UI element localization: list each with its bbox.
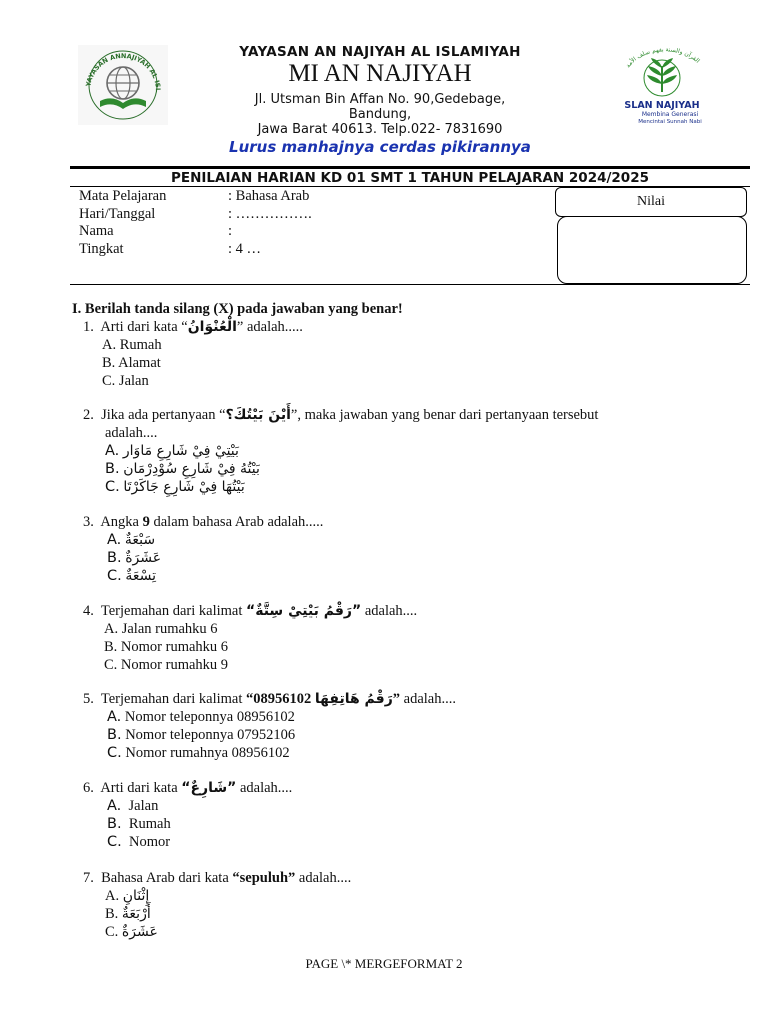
question-2 [83, 406, 598, 424]
q2-option-b[interactable] [105, 460, 260, 478]
question-number: 6. [83, 780, 94, 796]
score-label-box: Nilai [555, 187, 747, 217]
school-logo-arc-text: القرآن والسنة بفهم سلف الأمة [624, 48, 701, 70]
question-text-end: dalam bahasa Arab adalah..... [149, 514, 324, 530]
q2-option-c[interactable] [105, 478, 245, 496]
question-text: Terjemahan dari kalimat [100, 691, 247, 707]
info-label-name: Nama [79, 223, 114, 239]
question-text-end: adalah.... [400, 691, 456, 707]
school-name: MI AN NAJIYAH [288, 60, 472, 87]
option-arabic: إِثْنَانِ [122, 888, 150, 904]
arabic-term: رَقْمُ هَاتِفِهَا [314, 691, 393, 707]
question-bold: “sepuluh” [232, 870, 296, 886]
question-text: Arti dari kata [100, 780, 182, 796]
school-address [170, 92, 590, 137]
option-letter: C. [107, 745, 122, 761]
arabic-term: “شَارِعٌ” [181, 780, 237, 796]
page-footer: PAGE \* MERGEFORMAT 2 [305, 956, 463, 971]
option-letter: A. [107, 532, 122, 548]
question-4 [83, 602, 417, 620]
q5-option-c[interactable] [107, 744, 290, 762]
question-number: 2. [83, 407, 94, 423]
question-text: Bahasa Arab dari kata [101, 870, 233, 886]
option-letter: C. [105, 924, 119, 940]
option-text: Nomor teleponnya 08956102 [124, 709, 295, 725]
option-arabic: تِسْعَةٌ [125, 568, 157, 584]
question-text-end: adalah.... [361, 603, 418, 619]
option-letter: C. [107, 834, 122, 850]
option-arabic: عَشَرَةٌ [125, 550, 162, 566]
info-value-subject: : Bahasa Arab [228, 188, 310, 204]
info-value-date[interactable]: : ……………. [228, 205, 312, 222]
option-letter: C. [105, 479, 120, 495]
option-text: Nomor rumahnya 08956102 [125, 745, 290, 761]
option-arabic: بَيْتِيْ فِيْ شَارِعِ مَاوَار [122, 443, 239, 459]
q4-option-a[interactable]: A. Jalan rumahku 6 [104, 621, 218, 637]
question-text-end: ” adalah..... [236, 319, 303, 335]
option-letter: B. [107, 727, 122, 743]
q4-option-b[interactable]: B. Nomor rumahku 6 [104, 639, 229, 655]
option-letter: C. [107, 568, 122, 584]
arabic-term: “رَقْمُ بَيْتِيْ سِتَّةٌ” [246, 603, 362, 619]
q5-option-a[interactable] [107, 708, 295, 726]
question-text: Arti dari kata “ [100, 319, 188, 335]
option-arabic: بَيْتُهُ فِيْ شَارِعِ سُوْدِرْمَان [123, 461, 260, 477]
q6-option-b[interactable] [107, 815, 171, 833]
q3-option-c[interactable] [107, 567, 156, 585]
question-text-end: adalah.... [236, 780, 293, 796]
q7-option-c[interactable] [105, 923, 158, 941]
score-input-box[interactable] [557, 216, 747, 284]
question-number: 5. [83, 691, 94, 707]
option-letter: A. [105, 443, 120, 459]
option-letter: B. [105, 906, 119, 922]
option-letter: B. [105, 461, 120, 477]
question-2-continued: adalah.... [105, 425, 158, 441]
question-text: Jika ada pertanyaan “ [101, 407, 226, 423]
option-letter: A. [107, 798, 122, 814]
question-number: 3. [83, 514, 94, 530]
info-labels [79, 188, 166, 258]
school-logo-tagline-2: Mencintai Sunnah Nabi [638, 119, 702, 125]
info-label-subject: Mata Pelajaran [79, 188, 167, 204]
question-text-end: ”, maka jawaban yang benar dari pertanyaan tersebut [290, 407, 599, 423]
info-divider [70, 284, 750, 285]
arabic-term: الْعُنْوَانُ [187, 319, 237, 335]
info-value-grade: : 4 … [228, 240, 262, 257]
info-label-date: Hari/Tanggal [79, 205, 156, 222]
question-text-end: adalah.... [295, 870, 352, 886]
question-text: Terjemahan dari kalimat [100, 603, 247, 619]
option-text: Nomor [128, 834, 171, 850]
address-line-2: Bandung, [348, 107, 412, 122]
option-text: Rumah [128, 816, 171, 832]
question-3 [83, 513, 323, 531]
q1-option-c[interactable]: C. Jalan [102, 373, 149, 389]
option-arabic: بَيْتُهَا فِيْ شَارِعِ جَاكَرْتَا [123, 479, 245, 495]
option-letter: B. [107, 550, 122, 566]
header-divider [70, 166, 750, 169]
q6-option-a[interactable] [107, 797, 158, 815]
question-5 [83, 690, 456, 708]
school-logo [612, 48, 712, 128]
info-label-grade: Tingkat [79, 240, 124, 257]
q6-option-c[interactable] [107, 833, 170, 851]
q2-option-a[interactable] [105, 442, 239, 460]
question-bold: 9 [142, 514, 150, 530]
section-instruction: I. Berilah tanda silang (X) pada jawaban yang benar! [72, 301, 403, 317]
q4-option-c[interactable]: C. Nomor rumahku 9 [104, 657, 229, 673]
q7-option-a[interactable] [105, 887, 149, 905]
info-value-name[interactable]: : [228, 223, 233, 239]
option-arabic: سَبْعَةٌ [124, 532, 156, 548]
option-text: Nomor teleponnya 07952106 [125, 727, 296, 743]
exam-title: PENILAIAN HARIAN KD 01 SMT 1 TAHUN PELAJARAN 2024/2025 [170, 170, 649, 186]
option-arabic: عَشَرَةٌ [121, 924, 158, 940]
question-number: 4. [83, 603, 94, 619]
q3-option-a[interactable] [107, 531, 155, 549]
address-line-1: Jl. Utsman Bin Affan No. 90,Gedebage, [254, 92, 506, 107]
info-values [228, 188, 312, 258]
q1-option-a[interactable]: A. Rumah [102, 337, 162, 353]
q5-option-b[interactable] [107, 726, 295, 744]
school-logo-tagline-1: Membina Generasi [641, 111, 699, 118]
question-number: 1. [83, 319, 94, 335]
option-text: Jalan [128, 798, 159, 814]
option-arabic: أَرْبَعَةٌ [121, 906, 151, 922]
q7-option-b[interactable] [105, 905, 151, 923]
school-logo-name: SLAN NAJIYAH [624, 100, 700, 111]
foundation-logo-text: YAYASAN ANNAJIYAH AL ISL [84, 51, 163, 93]
option-letter: B. [107, 816, 122, 832]
question-6 [83, 779, 292, 797]
option-letter: A. [107, 709, 122, 725]
school-motto: Lurus manhajnya cerdas pikirannya [229, 138, 531, 156]
question-bold: “08956102 [246, 691, 315, 707]
q1-option-b[interactable]: B. Alamat [102, 355, 161, 371]
question-7 [83, 869, 351, 887]
address-line-3: Jawa Barat 40613. Telp.022- 7831690 [257, 122, 503, 137]
foundation-name: YAYASAN AN NAJIYAH AL ISLAMIYAH [239, 44, 521, 60]
arabic-term: أَيْنَ بَيْتُكَ؟ [225, 407, 291, 423]
question-text: Angka [100, 514, 143, 530]
question-number: 7. [83, 870, 94, 886]
option-letter: A. [105, 888, 120, 904]
q3-option-b[interactable] [107, 549, 161, 567]
question-bold-end: ” [392, 691, 401, 707]
question-1 [83, 318, 303, 336]
foundation-logo [78, 45, 168, 125]
